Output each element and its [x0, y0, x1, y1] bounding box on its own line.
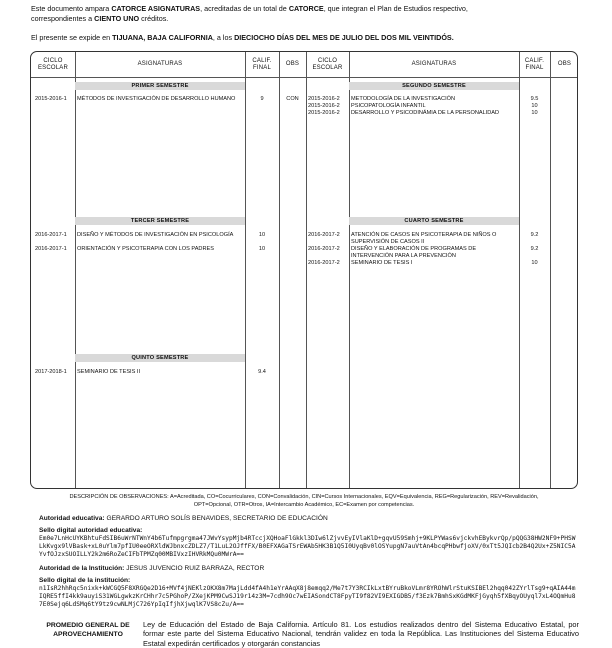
cell-grade: 9: [260, 96, 264, 102]
column-divider: [75, 52, 76, 488]
cell-subject: MÉTODOS DE INVESTIGACIÓN DE DESARROLLO HUMANO: [77, 96, 236, 102]
cell-ciclo: 2016-2017-2: [308, 260, 340, 266]
cell-subject: SEMINARIO DE TESIS II: [77, 369, 140, 375]
semester-header-4: CUARTO SEMESTRE: [349, 217, 519, 225]
observations-legend: [30, 493, 578, 509]
cell-grade: 10: [258, 232, 266, 238]
cell-grade: 10: [258, 246, 266, 252]
observations-line: DESCRIPCIÓN DE OBSERVACIONES: A=Acreditada, CO=Cocurriculares, CON=Convalidación, CIN=Cursos Internacionales, EQV=Equivalencia, REG=Regularización, REV=Revalidación,: [69, 494, 539, 500]
sello-autoridad-value: Em0e7LnHcUYKBhtuFdSIB6uWrNTWnY4b6Tufmpgrgma47JWvYsypMjb4RTccjXQHoaFlGkkl3DIw6lZjvvEyIVlaKlD+gqvU59Smhj+9KLPYWas6vjckvhEBykvrQp/pQQG38HW2NF9+PHSWLkKvgx9lVBask+xL0uYlm7pfIU0eeORXldWJbnxcZDLZ7/T1LuL2OJffFX/B0EFXAGaTSrEWAb5HK3B1Q5I0UyqBv0lOSYupgN7auVtAn4bcqPHbwfjoXV/0xTt5JQIcb2B4Q2Ux+Z5NIC5AYvfOJzxSUOILLY2k2m6RoZeCIFbTPMZq00MBIVxzIHVRkMQu0MWrA==: [39, 535, 576, 559]
autoridad-educativa-label: Autoridad educativa:: [39, 515, 105, 522]
cell-ciclo: 2016-2017-2: [308, 232, 340, 238]
intro-paragraph: [31, 4, 591, 23]
column-divider: [349, 52, 350, 488]
cell-grade: 10: [531, 110, 538, 116]
cell-ciclo: 2015-2016-2: [308, 96, 340, 102]
cell-subject: METODOLOGÍA DE LA INVESTIGACIÓN: [351, 96, 456, 102]
column-divider: [519, 52, 520, 488]
cell-grade: 10: [531, 260, 538, 266]
autoridad-institucion-value: JESUS JUVENCIO RUIZ BARRAZA, RECTOR: [126, 565, 265, 572]
cell-subject: PSICOPATOLOGÍA INFANTIL: [351, 103, 426, 109]
intro-line-1: Este documento ampara CATORCE ASIGNATURAS, acreditadas de un total de CATORCE, que integran el Plan de Estudios respectivo,: [31, 4, 468, 13]
cell-ciclo: 2015-2016-2: [308, 110, 340, 116]
cell-subject: DISEÑO Y ELABORACIÓN DE PROGRAMAS DE INTERVENCIÓN PARA LA PREVENCIÓN: [351, 246, 477, 259]
header-ciclo: CICLO ESCOLAR: [37, 57, 69, 71]
cell-obs: CON: [286, 96, 299, 102]
law-text: Ley de Educación del Estado de Baja California. Artículo 81. Los estudios realizados dentro del Sistema Educativo Estatal, por formar este parte del Sistema Educativo Nacional, tendrán validez en toda la República. Las Instituciones del Sistema Educativo Estatal expedirán certificados y otorgarán constancias: [143, 620, 579, 648]
cell-subject: SEMINARIO DE TESIS I: [351, 260, 413, 266]
semester-header-3: TERCER SEMESTRE: [75, 217, 245, 225]
issue-place-date: El presente se expide en TIJUANA, BAJA CALIFORNIA, a los DIECIOCHO DÍAS DEL MES DE JULIO DEL DOS MIL VEINTIDÓS.: [31, 33, 454, 42]
cell-ciclo: 2015-2016-2: [308, 103, 340, 109]
header-asignaturas: ASIGNATURAS: [411, 61, 457, 67]
cell-ciclo: 2016-2017-2: [308, 246, 340, 252]
cell-grade: 9.4: [258, 369, 266, 375]
cell-subject: DISEÑO Y MÉTODOS DE INVESTIGACIÓN EN PSICOLOGÍA: [77, 232, 234, 238]
semester-header-5: QUINTO SEMESTRE: [75, 354, 245, 362]
intro-line-2: correspondientes a CIENTO UNO créditos.: [31, 13, 169, 23]
header-divider: [31, 77, 577, 78]
cell-ciclo: 2016-2017-1: [35, 246, 67, 252]
cell-subject: ATENCIÓN DE CASOS EN PSICOTERAPIA DE NIÑOS O SUPERVISIÓN DE CASOS II: [351, 232, 497, 245]
cell-ciclo: 2016-2017-1: [35, 232, 67, 238]
column-divider: [306, 52, 307, 488]
autoridad-educativa-value: GERARDO ARTURO SOLÍS BENAVIDES, SECRETARIO DE EDUCACIÓN: [106, 515, 328, 522]
autoridad-educativa: [39, 515, 328, 523]
cell-subject: ORIENTACIÓN Y PSICOTERAPIA CON LOS PADRES: [77, 246, 214, 252]
header-calif: CALIF. FINAL: [252, 57, 272, 71]
sello-institucion-label: Sello digital de la institución:: [39, 577, 131, 584]
cell-grade: 9.2: [530, 232, 539, 238]
autoridad-institucion: [39, 565, 264, 573]
cell-ciclo: 2015-2016-1: [35, 96, 67, 102]
header-calif: CALIF. FINAL: [524, 57, 545, 71]
observations-line: OPT=Opcional, OTR=Otros, IA=Intercambio Académico, EC=Examen por competencias.: [193, 502, 415, 508]
cell-subject: DESARROLLO Y PSICODINÁMIA DE LA PERSONALIDAD: [351, 110, 500, 116]
sello-autoridad-label: Sello digital autoridad educativa:: [39, 527, 143, 534]
column-divider: [245, 52, 246, 488]
header-ciclo: CICLO ESCOLAR: [312, 57, 343, 71]
sello-institucion-value: n1IsR2hhRqc5nixk+kWCGQ5F8XRGQe2D16+MVf4jNEKlzOKX8m7MajLdd4fA4h1eYrAAqX8j8emqq2/Me7t7Y3RCIkLxtBYruBkoVLmr8YROhWlrStuKSIBEl2hqq042ZYrlTsg9+qAIA44mIQRE5ffI4kk9auyiS31WGLgwkzKrCHhr7c5PGhoP/ZXejKPM9CwSJ19r14z3M=7cdh9Oc7wEIASondCT8FpyTI9f82VI9EXIGDB5/f3Ezk7BmhSxKGdMKFjGyqh5fXBqyOUyql7xL4OQmHu87E0Sejq6LdSMq6tY9tz9cwNLMjC726YpIqIfjhXjwqlK7VS8cZu/A==: [39, 585, 576, 609]
cell-ciclo: 2017-2018-1: [35, 369, 67, 375]
column-divider: [279, 52, 280, 488]
header-asignaturas: ASIGNATURAS: [137, 61, 183, 67]
promedio-general-label: PROMEDIO GENERAL DE APROVECHAMIENTO: [46, 622, 130, 638]
header-obs: OBS: [285, 61, 300, 67]
semester-header-1: PRIMER SEMESTRE: [75, 82, 245, 90]
autoridad-institucion-label: Autoridad de la Institución:: [39, 565, 125, 572]
column-divider: [550, 52, 551, 488]
semester-header-2: SEGUNDO SEMESTRE: [349, 82, 519, 90]
header-obs: OBS: [557, 61, 572, 67]
cell-grade: 9.2: [530, 246, 539, 252]
cell-grade: 9.5: [530, 96, 539, 102]
grades-table: [30, 51, 578, 489]
cell-grade: 10: [531, 103, 538, 109]
